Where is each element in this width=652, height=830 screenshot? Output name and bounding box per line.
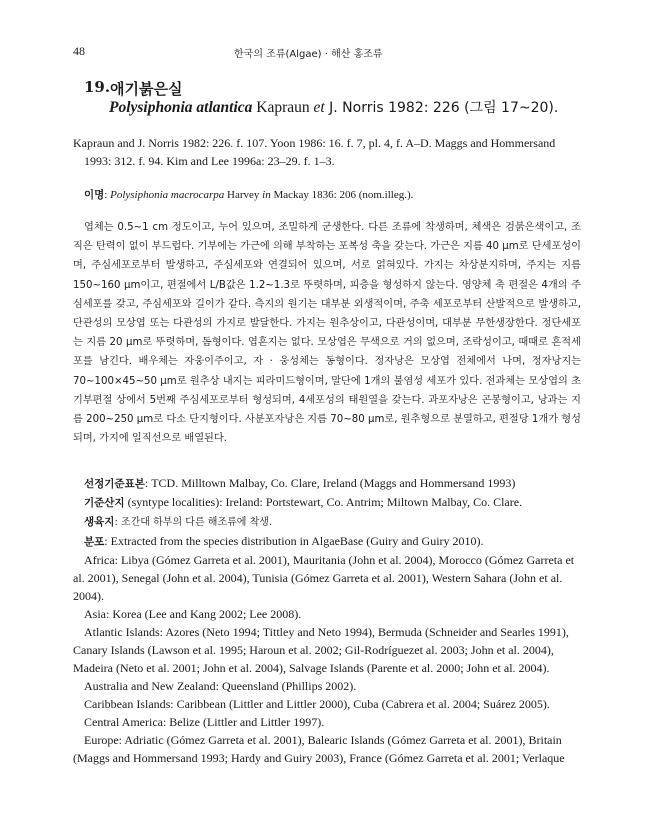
distribution-caribbean: Caribbean Islands: Caribbean (Littler and Littler 2000), Cuba (Cabrera et al. 2004; Suárez 2005). xyxy=(84,697,550,711)
distribution-europe: Europe: Adriatic (Gómez Garreta et al. 2001), Balearic Islands (Gómez Garreta et al. 2001), Britain (Maggs and Hommersand 1993; Hardy and Guiry 2003), France (Gómez Garreta et al. 2001; Verlaque xyxy=(73,733,565,765)
distribution-central-america: Central America: Belize (Littler and Littler 1997). xyxy=(84,715,325,729)
species-authority-2: J. Norris 1982: 226 (그림 17~20). xyxy=(324,100,559,116)
synonym-name: Polysiphonia macrocarpa xyxy=(110,189,225,201)
facts-block xyxy=(73,474,581,767)
distribution-line xyxy=(73,532,581,551)
synonym-line xyxy=(84,186,592,204)
distribution-atlantic: Atlantic Islands: Azores (Neto 1994; Tittley and Neto 1994), Bermuda (Schneider and Searles 1991), Canary Islands (Lawson et al. 1995; Haroun et al. 2002; Gil-Rodríguezet al. 2003; John et al. 2004), Madeira (Neto et al. 2001; John et al. 2004), Salvage Islands (Parente et al. 2000; John et al. 2004). xyxy=(73,625,569,675)
locality-label: 기준산지 xyxy=(84,497,125,509)
type-locality-line xyxy=(73,493,581,512)
distribution-asia: Asia: Korea (Lee and Kang 2002; Lee 2008). xyxy=(84,607,302,621)
species-et: et xyxy=(313,99,325,116)
type-label: 선정기준표본 xyxy=(84,478,145,490)
species-authority: Kapraun xyxy=(252,99,314,116)
description-paragraph: 엽체는 0.5~1 cm 정도이고, 누어 있으며, 조밀하게 군생한다. 다른 조류에 착생하며, 체색은 검붉은색이고, 조직은 탄력이 없이 부드럽다. 기부에는 가근에 의해 부착하는 포복성 축을 갖는다. 가근은 지름 40 μm로 단세포성이며, 주심세포로부터 발생하고, 주심세포와 연결되어 있으며, 서로 얽혀있다. 가지는 차상분지하며, 주지는 지름 150~160 μm이고, 편절에서 L/B값은 1.2~1.3로 뚜렷하며, 피층을 형성하지 않는다. 영양체 축 편절은 4개의 주심세포를 갖고, 주심세포와 길이가 같다. 측지의 원기는 대부분 외생적이며, 주축 세포로부터 산발적으로 발생하고, 단관성의 모상엽 또는 다관성의 가지로 발달한다. 가지는 원추상이고, 다관성이며, 대부분 무한생장한다. 정단세포는 지름 20 μm로 뚜렷하며, 돔형이다. 엽흔지는 없다. 모상엽은 무색으로 거의 없으며, 조락성이고, 때때로 흔적세포를 남긴다. 배우체는 자웅이주이고, 자 · 웅성체는 동형이다. 정자낭은 모상엽 전체에서 나며, 정자낭지는 70~100×45~50 μm로 원추상 내지는 피라미드형이며, 말단에 1개의 불염성 세포가 있다. 전과체는 모상엽의 초기부편절 상에서 5번째 주심세포로부터 형성되며, 4세포성의 태원열을 갖는다. 과포자낭은 곤봉형이고, 낭과는 지름 200~250 μm로 다소 단지형이다. 사분포자낭은 지름 70~80 μm로, 원추형으로 분열하고, 편절당 1개가 형성되며, 가지에 일직선으로 배열된다. xyxy=(73,222,581,445)
distribution-africa: Africa: Libya (Gómez Garreta et al. 2001), Mauritania (John et al. 2004), Morocco (Gómez Garreta et al. 2001), Senegal (John et al. 2004), Tunisia (Gómez Garreta et al. 2001), Western Sahara (John et al. 2004). xyxy=(73,553,575,603)
habitat-value: : 조간대 하부의 다른 해조류에 착생. xyxy=(114,517,273,528)
species-scientific-name: Polysiphonia atlantica xyxy=(109,99,253,116)
distribution-australia: Australia and New Zealand: Queensland (Phillips 2002). xyxy=(84,679,357,693)
species-scientific-heading xyxy=(109,97,558,117)
reference-line: 1993: 312. f. 94. Kim and Lee 1996a: 23–29. f. 1–3. xyxy=(84,154,335,168)
habitat-line xyxy=(73,512,581,532)
synonym-rest: Mackay 1836: 206 (nom.illeg.). xyxy=(270,189,414,201)
habitat-label: 생육지 xyxy=(84,516,115,528)
type-value: : TCD. Milltown Malbay, Co. Clare, Ireland (Maggs and Hommersand 1993) xyxy=(144,476,516,490)
species-korean-name: 애기붉은실 xyxy=(110,80,183,98)
distribution-value: : Extracted from the species distribution in AlgaeBase (Guiry and Guiry 2010). xyxy=(104,534,484,548)
synonym-authority: Harvey xyxy=(224,189,263,201)
distribution-label: 분포 xyxy=(84,536,105,548)
species-number: 19. xyxy=(84,78,111,96)
synonym-colon: : xyxy=(104,189,111,201)
locality-value: (syntype localities): Ireland: Portstewart, Co. Antrim; Miltown Malbay, Co. Clare. xyxy=(124,495,523,509)
type-specimen-line xyxy=(73,474,581,493)
synonym-label: 이명 xyxy=(84,189,105,201)
reference-line: Kapraun and J. Norris 1982: 226. f. 107. Yoon 1986: 16. f. 7, pl. 4, f. A–D. Maggs and Hommersand xyxy=(73,136,556,150)
references-block xyxy=(73,134,581,170)
running-head: 한국의 조류(Algae) · 해산 홍조류 xyxy=(234,49,383,60)
synonym-in: in xyxy=(262,189,271,201)
page-number: 48 xyxy=(73,44,85,58)
